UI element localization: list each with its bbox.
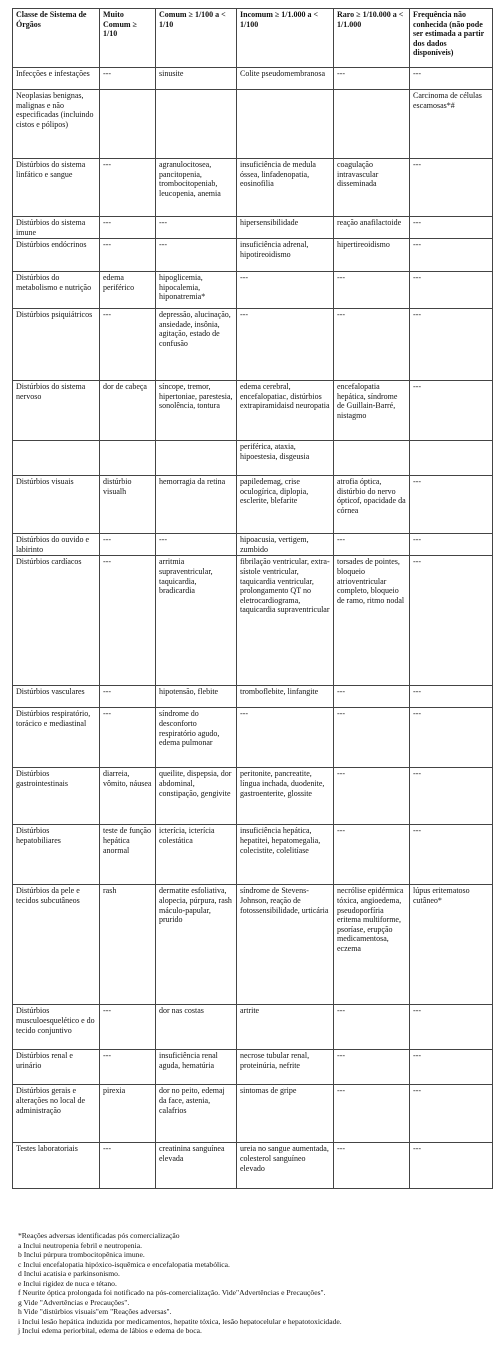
cell-very-common: --- bbox=[100, 686, 156, 708]
cell-very-common: --- bbox=[100, 1050, 156, 1085]
cell-very-common: --- bbox=[100, 239, 156, 272]
table-row bbox=[13, 68, 493, 90]
cell-rare: hipertireoidismo bbox=[334, 239, 410, 272]
cell-common: síncope, tremor, hipertoniae, parestesia, sonolência, tontura bbox=[156, 381, 237, 441]
cell-very-common: --- bbox=[100, 159, 156, 217]
header-unknown-frequency: Frequência não conhecida (não pode ser estimada a partir dos dados disponíveis) bbox=[410, 9, 493, 68]
cell-very-common: diarreia, vômito, náusea bbox=[100, 768, 156, 825]
cell-very-common: --- bbox=[100, 534, 156, 556]
cell-organ-class: Infecções e infestações bbox=[13, 68, 100, 90]
cell-common: creatinina sanguínea elevada bbox=[156, 1143, 237, 1189]
header-rare: Raro ≥ 1/10.000 a < 1/1.000 bbox=[334, 9, 410, 68]
cell-uncommon: periférica, ataxia, hipoestesia, disgeusia bbox=[237, 441, 334, 476]
cell-uncommon: fibrilação ventricular, extra-sístole ventricular, taquicardia ventricular, prolongamento QT no eletrocardiograma, taquicardia supraventricular bbox=[237, 556, 334, 686]
cell-rare bbox=[334, 90, 410, 159]
footnote-line: h Vide "distúrbios visuais"em "Reações adversas". bbox=[18, 1307, 172, 1316]
cell-unknown-frequency: lúpus eritematoso cutâneo* bbox=[410, 885, 493, 1005]
cell-common: icterícia, icterícia colestática bbox=[156, 825, 237, 885]
cell-organ-class: Distúrbios do sistema linfático e sangue bbox=[13, 159, 100, 217]
cell-common: hipotensão, flebite bbox=[156, 686, 237, 708]
cell-very-common: dor de cabeça bbox=[100, 381, 156, 441]
cell-organ-class: Distúrbios psiquiátricos bbox=[13, 309, 100, 381]
cell-uncommon: insuficiência hepática, hepatitei, hepatomegalia, colecistite, colelitíase bbox=[237, 825, 334, 885]
cell-uncommon: hipersensibilidade bbox=[237, 217, 334, 239]
table-row bbox=[13, 381, 493, 441]
cell-unknown-frequency: --- bbox=[410, 1050, 493, 1085]
cell-rare: necrólise epidérmica tóxica, angioedema, pseudoporfíria eritema multiforme, psoríase, erupção medicamentosa, eczema bbox=[334, 885, 410, 1005]
cell-uncommon bbox=[237, 90, 334, 159]
cell-rare: --- bbox=[334, 686, 410, 708]
cell-very-common: --- bbox=[100, 556, 156, 686]
footnote-line: j Inclui edema periorbital, edema de lábios e edema de boca. bbox=[18, 1326, 202, 1335]
footnote-line: a Inclui neutropenia febril e neutropenia. bbox=[18, 1240, 142, 1250]
cell-uncommon: tromboflebite, linfangite bbox=[237, 686, 334, 708]
cell-organ-class: Distúrbios da pele e tecidos subcutâneos bbox=[13, 885, 100, 1005]
cell-common: --- bbox=[156, 217, 237, 239]
cell-organ-class: Distúrbios hepatobiliares bbox=[13, 825, 100, 885]
table-row bbox=[13, 768, 493, 825]
cell-common: arritmia supraventricular, taquicardia, bradicardia bbox=[156, 556, 237, 686]
table-row bbox=[13, 1050, 493, 1085]
cell-rare: --- bbox=[334, 309, 410, 381]
cell-unknown-frequency: --- bbox=[410, 309, 493, 381]
cell-organ-class: Distúrbios musculoesquelético e do tecido conjuntivo bbox=[13, 1005, 100, 1050]
header-common: Comum ≥ 1/100 a < 1/10 bbox=[156, 9, 237, 68]
cell-common: dor no peito, edemaj da face, astenia, calafrios bbox=[156, 1085, 237, 1143]
table-row bbox=[13, 90, 493, 159]
cell-rare: --- bbox=[334, 1085, 410, 1143]
cell-rare: --- bbox=[334, 68, 410, 90]
cell-organ-class: Distúrbios renal e urinário bbox=[13, 1050, 100, 1085]
cell-organ-class: Distúrbios vasculares bbox=[13, 686, 100, 708]
cell-rare: --- bbox=[334, 1005, 410, 1050]
cell-rare: --- bbox=[334, 825, 410, 885]
table-row bbox=[13, 272, 493, 309]
table-header-row bbox=[13, 9, 493, 68]
cell-uncommon: ureia no sangue aumentada, colesterol sanguíneo elevado bbox=[237, 1143, 334, 1189]
cell-common: hipoglicemia, hipocalemia, hiponatremia* bbox=[156, 272, 237, 309]
cell-uncommon: papiledemag, crise oculogírica, diplopia, esclerite, blefarite bbox=[237, 476, 334, 534]
cell-organ-class: Distúrbios respiratório, torácico e mediastinal bbox=[13, 708, 100, 768]
cell-organ-class: Distúrbios cardíacos bbox=[13, 556, 100, 686]
cell-unknown-frequency: --- bbox=[410, 534, 493, 556]
cell-unknown-frequency: --- bbox=[410, 159, 493, 217]
cell-uncommon: hipoacusia, vertigem, zumbido bbox=[237, 534, 334, 556]
footnote-line: d Inclui acatisia e parkinsonismo. bbox=[18, 1269, 120, 1278]
table-row bbox=[13, 1143, 493, 1189]
cell-very-common: distúrbio visualh bbox=[100, 476, 156, 534]
table-row bbox=[13, 556, 493, 686]
cell-common bbox=[156, 90, 237, 159]
cell-organ-class: Testes laboratoriais bbox=[13, 1143, 100, 1189]
table-row bbox=[13, 708, 493, 768]
footnotes bbox=[18, 1231, 494, 1336]
cell-rare: atrofia óptica, distúrbio do nervo ópticof, opacidade da córnea bbox=[334, 476, 410, 534]
cell-unknown-frequency: --- bbox=[410, 1143, 493, 1189]
cell-very-common: --- bbox=[100, 1005, 156, 1050]
cell-unknown-frequency: --- bbox=[410, 768, 493, 825]
table-row bbox=[13, 239, 493, 272]
cell-uncommon: --- bbox=[237, 708, 334, 768]
cell-common: agranulocitosea, pancitopenia, trombocitopeniab, leucopenia, anemia bbox=[156, 159, 237, 217]
footnote-line: g Vide "Advertências e Precauções". bbox=[18, 1297, 130, 1307]
cell-very-common: --- bbox=[100, 1143, 156, 1189]
cell-organ-class: Distúrbios do ouvido e labirinto bbox=[13, 534, 100, 556]
cell-unknown-frequency: --- bbox=[410, 217, 493, 239]
cell-common: síndrome do desconforto respiratório agudo, edema pulmonar bbox=[156, 708, 237, 768]
cell-rare: torsades de pointes, bloqueio atrioventricular completo, bloqueio de ramo, ritmo nodal bbox=[334, 556, 410, 686]
cell-organ-class: Distúrbios do sistema imune bbox=[13, 217, 100, 239]
cell-uncommon: sintomas de gripe bbox=[237, 1085, 334, 1143]
cell-common: --- bbox=[156, 239, 237, 272]
cell-rare: encefalopatia hepática, síndrome de Guillain-Barré, nistagmo bbox=[334, 381, 410, 441]
cell-very-common: --- bbox=[100, 217, 156, 239]
cell-very-common: rash bbox=[100, 885, 156, 1005]
cell-unknown-frequency: --- bbox=[410, 476, 493, 534]
cell-uncommon: Colite pseudomembranosa bbox=[237, 68, 334, 90]
cell-uncommon: --- bbox=[237, 272, 334, 309]
cell-unknown-frequency: Carcinoma de células escamosas*# bbox=[410, 90, 493, 159]
table-row bbox=[13, 1005, 493, 1050]
cell-very-common bbox=[100, 90, 156, 159]
cell-uncommon: insuficiência de medula óssea, linfadenopatia, eosinofilia bbox=[237, 159, 334, 217]
footnote-line: i Inclui lesão hepática induzida por medicamentos, hepatite tóxica, lesão hepatocelular e hepatotoxicidade. bbox=[18, 1316, 342, 1326]
cell-rare: --- bbox=[334, 768, 410, 825]
cell-unknown-frequency: --- bbox=[410, 1085, 493, 1143]
cell-common: queilite, dispepsia, dor abdominal, constipação, gengivite bbox=[156, 768, 237, 825]
header-very-common: Muito Comum ≥ 1/10 bbox=[100, 9, 156, 68]
cell-rare bbox=[334, 441, 410, 476]
table-row bbox=[13, 217, 493, 239]
cell-very-common: --- bbox=[100, 708, 156, 768]
footnote-line: *Reações adversas identificadas pós comercialização bbox=[18, 1231, 180, 1240]
cell-rare: --- bbox=[334, 1143, 410, 1189]
table-row bbox=[13, 441, 493, 476]
cell-uncommon: peritonite, pancreatite, língua inchada, duodenite, gastroenterite, glossite bbox=[237, 768, 334, 825]
cell-organ-class: Distúrbios visuais bbox=[13, 476, 100, 534]
cell-rare: --- bbox=[334, 708, 410, 768]
cell-very-common: teste de função hepática anormal bbox=[100, 825, 156, 885]
cell-unknown-frequency: --- bbox=[410, 556, 493, 686]
cell-very-common: edema periférico bbox=[100, 272, 156, 309]
table-row bbox=[13, 825, 493, 885]
cell-unknown-frequency: --- bbox=[410, 239, 493, 272]
cell-very-common bbox=[100, 441, 156, 476]
cell-common: depressão, alucinação, ansiedade, insônia, agitação, estado de confusão bbox=[156, 309, 237, 381]
header-organ-class: Classe de Sistema de Órgãos bbox=[13, 9, 100, 68]
footnote-line: c Inclui encefalopatia hipóxico-isquêmica e encefalopatia metabólica. bbox=[18, 1259, 230, 1269]
adverse-reactions-table bbox=[12, 8, 493, 1189]
cell-organ-class: Distúrbios gerais e alterações no local de administração bbox=[13, 1085, 100, 1143]
footnote-line: f Neurite óptica prolongada foi notificado na pós-comercialização. Vide"Advertências e Precauções". bbox=[18, 1288, 326, 1297]
cell-uncommon: insuficiência adrenal, hipotireoidismo bbox=[237, 239, 334, 272]
cell-uncommon: necrose tubular renal, proteinúria, nefrite bbox=[237, 1050, 334, 1085]
cell-uncommon: artrite bbox=[237, 1005, 334, 1050]
table-row bbox=[13, 309, 493, 381]
table-row bbox=[13, 159, 493, 217]
cell-rare: --- bbox=[334, 1050, 410, 1085]
cell-rare: coagulação intravascular disseminada bbox=[334, 159, 410, 217]
header-uncommon: Incomum ≥ 1/1.000 a < 1/100 bbox=[237, 9, 334, 68]
cell-unknown-frequency: --- bbox=[410, 381, 493, 441]
cell-unknown-frequency: --- bbox=[410, 68, 493, 90]
table-row bbox=[13, 476, 493, 534]
cell-unknown-frequency bbox=[410, 441, 493, 476]
table-row bbox=[13, 534, 493, 556]
table-row bbox=[13, 885, 493, 1005]
footnote-line: b Inclui púrpura trombocitopênica imune. bbox=[18, 1250, 145, 1259]
table-row bbox=[13, 686, 493, 708]
cell-very-common: --- bbox=[100, 68, 156, 90]
cell-rare: --- bbox=[334, 272, 410, 309]
cell-unknown-frequency: --- bbox=[410, 708, 493, 768]
cell-organ-class: Distúrbios do metabolismo e nutrição bbox=[13, 272, 100, 309]
cell-uncommon: síndrome de Stevens-Johnson, reação de fotossensibilidade, urticária bbox=[237, 885, 334, 1005]
cell-organ-class: Neoplasias benignas, malignas e não especificadas (incluindo cistos e pólipos) bbox=[13, 90, 100, 159]
cell-common: insuficiência renal aguda, hematúria bbox=[156, 1050, 237, 1085]
table-row bbox=[13, 1085, 493, 1143]
cell-organ-class: Distúrbios endócrinos bbox=[13, 239, 100, 272]
cell-very-common: --- bbox=[100, 309, 156, 381]
cell-unknown-frequency: --- bbox=[410, 825, 493, 885]
cell-common: dermatite esfoliativa, alopecia, púrpura, rash máculo-papular, prurido bbox=[156, 885, 237, 1005]
footnote-line: e Inclui rigidez de nuca e tétano. bbox=[18, 1278, 117, 1288]
cell-organ-class bbox=[13, 441, 100, 476]
cell-uncommon: edema cerebral, encefalopatiac, distúrbios extrapiramidaisd neuropatia bbox=[237, 381, 334, 441]
cell-common bbox=[156, 441, 237, 476]
cell-rare: reação anafilactoide bbox=[334, 217, 410, 239]
cell-common: dor nas costas bbox=[156, 1005, 237, 1050]
cell-very-common: pirexia bbox=[100, 1085, 156, 1143]
cell-organ-class: Distúrbios gastrointestinais bbox=[13, 768, 100, 825]
cell-rare: --- bbox=[334, 534, 410, 556]
cell-organ-class: Distúrbios do sistema nervoso bbox=[13, 381, 100, 441]
cell-uncommon: --- bbox=[237, 309, 334, 381]
cell-common: --- bbox=[156, 534, 237, 556]
cell-common: hemorragia da retina bbox=[156, 476, 237, 534]
cell-unknown-frequency: --- bbox=[410, 272, 493, 309]
table-body bbox=[13, 68, 493, 1189]
cell-common: sinusite bbox=[156, 68, 237, 90]
cell-unknown-frequency: --- bbox=[410, 1005, 493, 1050]
cell-unknown-frequency: --- bbox=[410, 686, 493, 708]
